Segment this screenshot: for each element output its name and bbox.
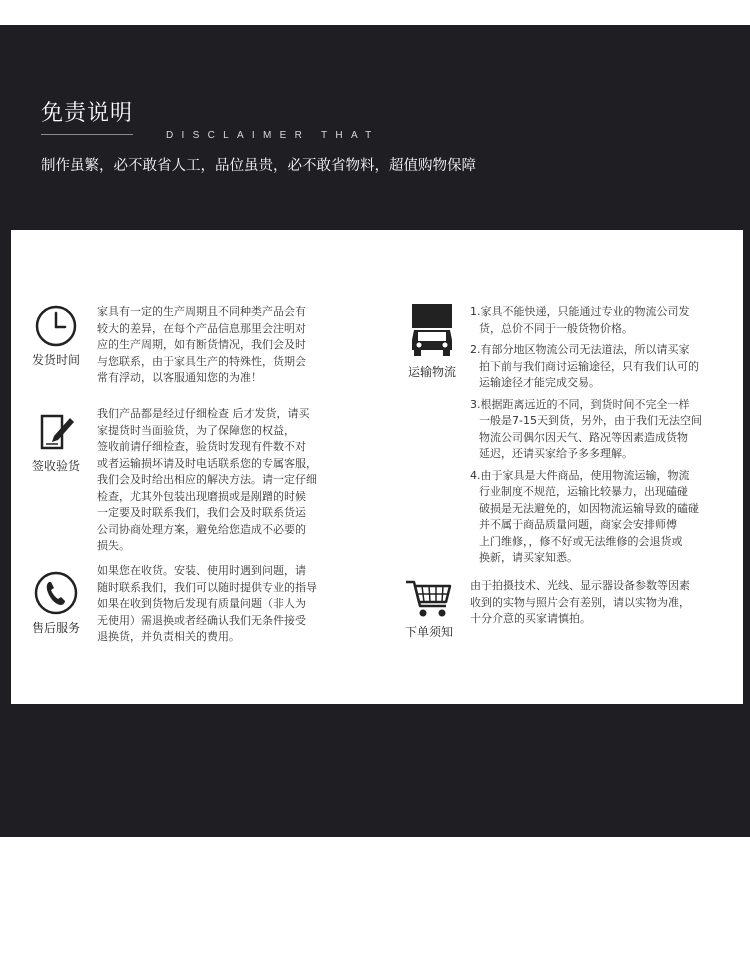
- text-line: 家提货时当面验货，为了保障您的权益，: [97, 423, 295, 437]
- text-line: 我们产品都是经过仔细检查 后才发货，请买: [97, 407, 310, 420]
- text-line: 较大的差异，在每个产品信息那里会注明对: [97, 321, 306, 335]
- text-line: 与您联系，由于家具生产的特殊性，货期会: [97, 354, 306, 368]
- text-line: 退换货，并负责相关的费用。: [97, 630, 240, 643]
- phone-icon: [33, 570, 79, 616]
- text-line: 应的生产周期，如有断货情况，我们会及时: [97, 338, 306, 351]
- after-sales-block: [25, 570, 87, 636]
- text-line: 一般是7-15天到货，另外，由于我们无法空间: [479, 414, 702, 427]
- text-line: 家具有一定的生产周期且不同种类产品会有: [97, 305, 306, 318]
- text-line: 公司协商处理方案，避免给您造成不必要的: [97, 522, 306, 536]
- sign-inspection-text: [97, 406, 317, 555]
- logistics-item-2: [470, 342, 702, 392]
- sign-document-icon: [34, 410, 78, 454]
- text-line: 如果您在收货。安装、使用时遇到问题，请: [97, 564, 306, 577]
- text-line: 损失。: [97, 539, 130, 552]
- text-line: 如果在收到货物后发现有质量问题（非人为: [97, 597, 306, 610]
- delivery-time-label: 发货时间: [31, 353, 80, 367]
- text-line: 常有浮动，以客服通知您的为准！: [97, 371, 262, 384]
- text-line: 运输途径才能完成交易。: [479, 376, 600, 389]
- text-line: 3.根据距离远近的不同，到货时间不完全一样: [470, 397, 690, 411]
- text-line: 2.有部分地区物流公司无法道法，所以请买家: [470, 343, 690, 356]
- text-line: 物流公司偶尔因天气、路况等因素造成货物: [479, 430, 688, 444]
- text-line: 或者运输损坏请及时电话联系您的专属客服，: [97, 456, 317, 470]
- text-line: 随时联系我们，我们可以随时提供专业的指导: [97, 580, 317, 594]
- text-line: 一定要及时联系我们，我们会及时联系货运: [97, 506, 306, 519]
- text-line: 检查，尤其外包装出现磨损或是剐蹭的时候: [97, 489, 306, 503]
- text-line: 4.由于家具是大件商品，使用物流运输，物流: [470, 468, 690, 482]
- text-line: 1.家具不能快递，只能通过专业的物流公司发: [470, 305, 690, 318]
- text-line: 无使用）需退换或者经确认我们无条件接受: [97, 613, 306, 627]
- logistics-item-4: [470, 468, 702, 567]
- logistics-item-3: [470, 397, 702, 463]
- text-line: 货，总价不同于一般货物价格。: [479, 321, 633, 335]
- text-line: 破损是无法避免的，如因物流运输导致的磕碰: [479, 501, 699, 515]
- after-sales-label: 售后服务: [31, 621, 80, 635]
- text-line: 我们会及时给出相应的解决方法。请一定仔细: [97, 473, 317, 486]
- logistics-item-1: [470, 304, 702, 337]
- text-line: 行业制度不规范，运输比较暴力，出现磕碰: [479, 485, 688, 498]
- text-line: 上门维修，，修不好或无法维修的会退货或: [479, 534, 683, 548]
- shopping-cart-icon: [404, 578, 454, 620]
- disclaimer-card: [11, 230, 743, 704]
- after-sales-text: [97, 563, 317, 646]
- order-notice-block: [394, 578, 464, 640]
- title-underline: [41, 134, 133, 135]
- text-line: 十分介意的买家请慎拍。: [470, 612, 591, 625]
- text-line: 拍下前与我们商讨运输途径，只有我们认可的: [479, 359, 699, 373]
- page-subtitle-english: DISCLAIMER THAT: [166, 130, 380, 141]
- logistics-label: 运输物流: [407, 365, 456, 379]
- order-notice-text: [470, 578, 690, 628]
- text-line: 换新，请买家知悉。: [479, 551, 578, 564]
- text-line: 由于拍摄技术、光线、显示器设备参数等因素: [470, 579, 690, 592]
- text-line: 收到的实物与照片会有差别，请以实物为准，: [470, 595, 690, 609]
- delivery-time-block: [25, 304, 87, 368]
- text-line: 签收前请仔细检查，验货时发现有件数不对: [97, 440, 306, 453]
- sign-inspection-block: [25, 410, 87, 474]
- clock-icon: [34, 304, 78, 348]
- text-line: 延迟，还请买家给予多多理解。: [479, 447, 633, 460]
- logistics-block: [397, 302, 467, 380]
- sign-inspection-label: 签收验货: [31, 459, 80, 473]
- order-notice-label: 下单须知: [404, 625, 453, 639]
- delivery-time-text: [97, 304, 306, 387]
- truck-icon: [408, 302, 456, 360]
- page-title: 免责说明: [41, 101, 134, 126]
- page-tagline: 制作虽繁，必不敢省人工，品位虽贵，必不敢省物料，超值购物保障: [41, 158, 476, 174]
- logistics-text: [470, 304, 702, 567]
- text-line: 并不属于商品质量问题，商家会安排师傅: [479, 518, 677, 531]
